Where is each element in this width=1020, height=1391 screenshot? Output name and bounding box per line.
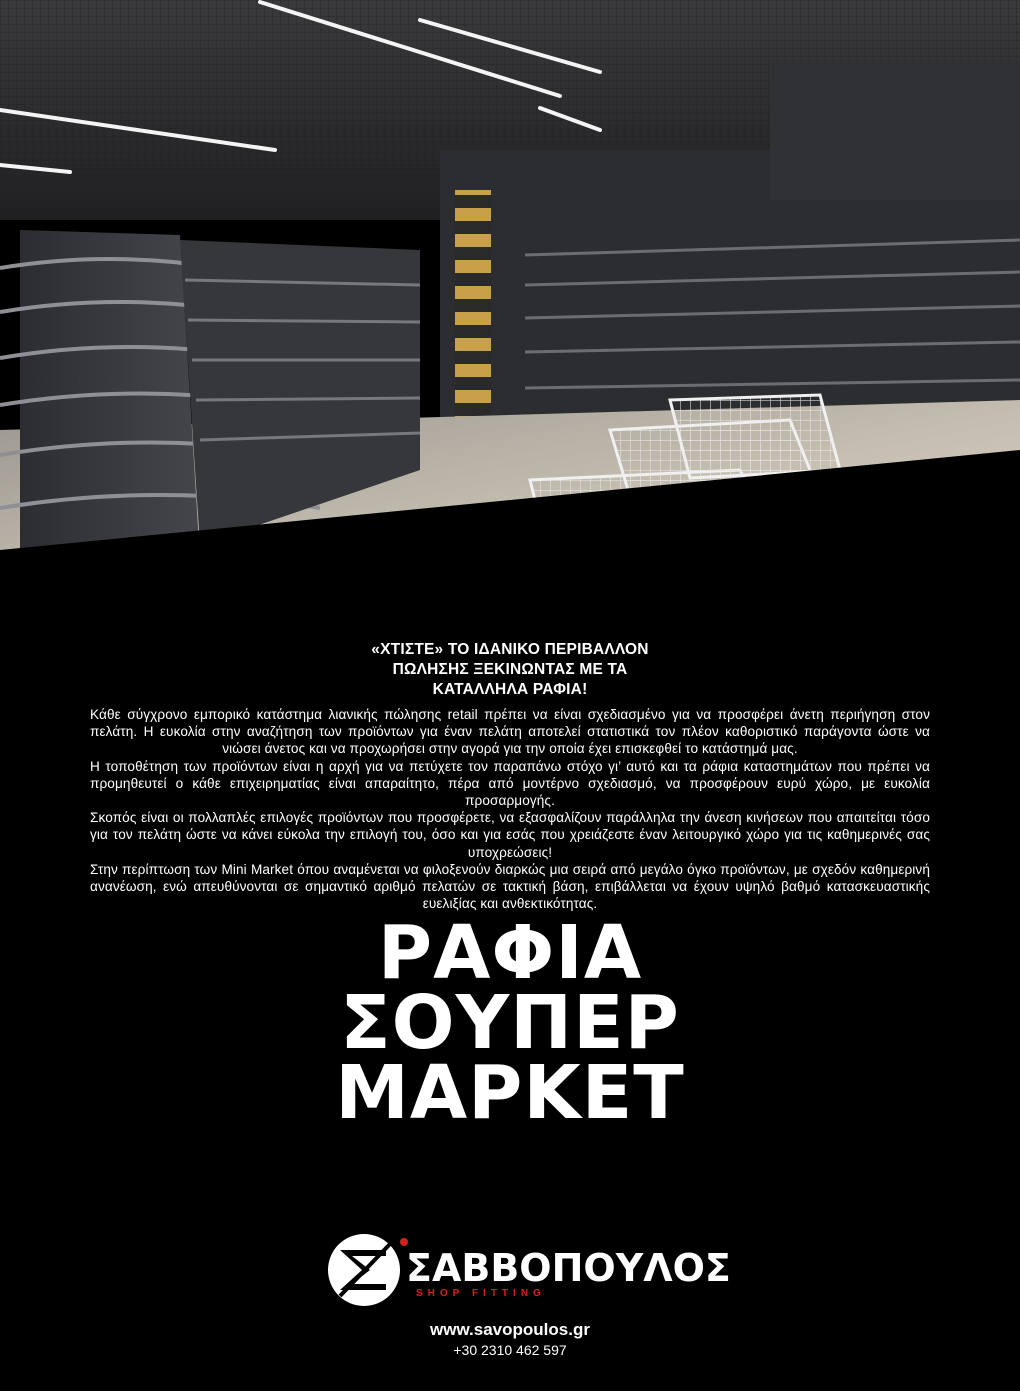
paragraph-2: Η τοποθέτηση των προϊόντων είναι η αρχή για να πετύχετε τον παραπάνω στόχο γι’ αυτό και τα ράφια καταστημάτων που πρέπει να προμηθευτεί ο κάθε επιχειρηματίας είναι απαραίτητο, πέρα από μοντέρνο σχεδιασμό, να προσφέρουν ευρύ χώρο, με ευκολία προσαρμογής.	[90, 758, 930, 809]
logo-mark-icon	[326, 1232, 402, 1308]
paragraph-3: Σκοπός είναι οι πολλαπλές επιλογές προϊόντων που προσφέρετε, να εξασφαλίζουν παράλληλα την άνεση κινήσεων που απαιτείται τόσο για τον πελάτη ώστε να κάνει εύκολα την επιλογή του, όσο και για εσάς που χρειάζεστε έναν λειτουργικό χώρο για τις καθημερινές σας υποχρεώσεις!	[90, 810, 930, 860]
phone-number: +30 2310 462 597	[453, 1342, 567, 1358]
paragraph-1: Κάθε σύγχρονο εμπορικό κατάστημα λιανικής πώλησης retail πρέπει να είναι σχεδιασμένο για να προσφέρει άνετη περιήγηση στον πελάτη. Η ευκολία στην αναζήτηση των προϊόντων για έναν πελάτη αποτελεί στατιστικά τον πλέον καθοριστικό παράγοντα ώστε να νιώσει άνετος και να προχωρήσει στην αγορά για την οποία έχει επισκεφθεί το κατάστημά μας.	[90, 707, 930, 757]
big-title-line-1: ΡΑΦΙΑ	[377, 910, 643, 997]
brand-tagline: SHOP FITTING	[416, 1288, 546, 1299]
registered-mark-icon	[400, 1238, 408, 1246]
hero-photo	[0, 0, 1020, 600]
big-title-line-2: ΣΟΥΠΕΡ	[340, 980, 680, 1067]
headline-line-2: ΠΩΛΗΣΗΣ ΞΕΚΙΝΩΝΤΑΣ ΜΕ ΤΑ	[392, 661, 628, 678]
brand-logo	[326, 1232, 731, 1312]
content-area	[0, 640, 1020, 1137]
paragraph-4: Στην περίπτωση των Mini Market όπου αναμένεται να φιλοξενούν διαρκώς μια σειρά από μεγάλο όγκο προϊόντων, με σχεδόν καθημερινή ανανέωση, ενώ απευθύνονται σε σημαντικό αριθμό πελατών σε τακτική βάση, επιβάλλεται να έχουν υψηλό βαθμό κατασκευαστικής ευελιξίας και ανθεκτικότητας.	[90, 861, 930, 912]
brand-name: ΣΑΒΒΟΠΟΥΛΟΣ	[406, 1246, 731, 1290]
website-link[interactable]: www.savopoulos.gr	[430, 1320, 590, 1339]
big-title-line-3: ΜΑΡΚΕΤ	[335, 1050, 685, 1137]
headline-line-1: «ΧΤΙΣΤΕ» ΤΟ ΙΔΑΝΙΚΟ ΠΕΡΙΒΑΛΛΟΝ	[371, 641, 649, 658]
big-title	[0, 910, 1020, 1137]
headline-line-3: ΚΑΤΑΛΛΗΛΑ ΡΑΦΙΑ!	[432, 681, 588, 698]
body-text	[90, 706, 930, 912]
headline	[250, 640, 770, 700]
